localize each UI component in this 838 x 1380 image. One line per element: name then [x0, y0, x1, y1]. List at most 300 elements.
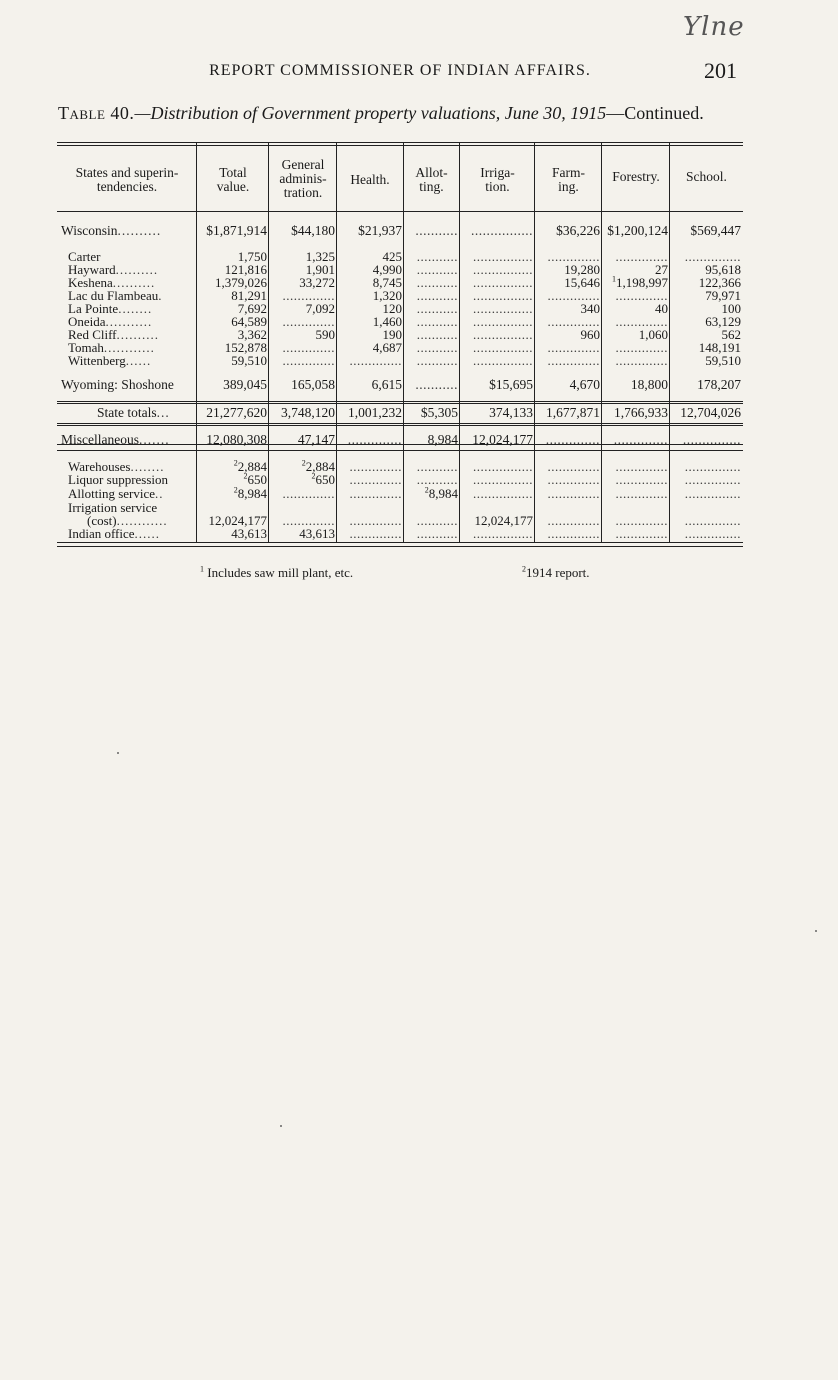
- leader-dots: ...............: [684, 526, 741, 541]
- cell-value: 165,058: [291, 377, 335, 392]
- leader-dots: ................: [473, 249, 533, 264]
- leader-dots: ...........: [416, 340, 458, 355]
- leader-dots: ................: [473, 288, 533, 303]
- footnote-2: [522, 565, 590, 581]
- cell-value: 1,460: [372, 314, 402, 329]
- cell-total: [234, 487, 267, 501]
- cell-value: 1,060: [638, 327, 668, 342]
- cell-value: 43,613: [299, 526, 335, 541]
- cell-general: [281, 406, 335, 420]
- cell-health: [372, 378, 402, 392]
- cell-forestry: [614, 406, 668, 420]
- leader-dots: ..............: [547, 288, 600, 303]
- row-name: [61, 433, 170, 447]
- cell-general: [283, 354, 336, 368]
- leader-dots: ................: [473, 275, 533, 290]
- cell-value: 12,024,177: [472, 432, 533, 447]
- leader-dots: ..............: [349, 486, 402, 501]
- table-row: [57, 527, 743, 541]
- cell-farming: [546, 433, 600, 447]
- leader-dots: ......: [134, 526, 161, 541]
- cell-farming: [548, 527, 601, 541]
- cell-value: 18,800: [630, 377, 668, 392]
- cell-value: 960: [580, 327, 600, 342]
- cell-irrigation: [473, 527, 533, 541]
- leader-dots: ........: [130, 459, 165, 474]
- leader-dots: ...........: [416, 301, 458, 316]
- header-school: School.: [686, 169, 727, 184]
- leader-dots: ...........: [416, 262, 458, 277]
- header-irrigation: Irriga- tion.: [480, 165, 515, 194]
- cell-value: 12,704,026: [680, 405, 741, 420]
- leader-dots: ...........: [416, 353, 458, 368]
- cell-total: [206, 224, 267, 238]
- cell-allotting: [415, 224, 458, 238]
- cell-farming: [548, 487, 601, 501]
- footnote-mark: 1: [200, 564, 204, 574]
- footnote-1: [200, 565, 353, 581]
- row-name-text: Liquor suppression: [68, 472, 169, 487]
- cell-value: 1,325: [305, 249, 335, 264]
- leader-dots: ..............: [545, 432, 600, 447]
- header-state: States and superin- tendencies.: [75, 165, 179, 194]
- footnote-mark: 2: [243, 471, 248, 481]
- header-general: General adminis- tration.: [279, 157, 327, 200]
- cell-forestry: [616, 527, 669, 541]
- cell-value: $5,305: [420, 405, 458, 420]
- leader-dots: ..............: [615, 486, 668, 501]
- cell-health: [348, 406, 402, 420]
- cell-value: 1,379,026: [215, 275, 267, 290]
- cell-forestry: [607, 224, 668, 238]
- cell-general: [283, 487, 336, 501]
- footnote-mark: 2: [311, 471, 316, 481]
- cell-value: 12,024,177: [474, 513, 533, 528]
- footnote-mark: 2: [424, 485, 429, 495]
- cell-value: 21,277,620: [206, 405, 267, 420]
- cell-value: 148,191: [698, 340, 741, 355]
- leader-dots: ..............: [349, 526, 402, 541]
- leader-dots: ...........: [416, 472, 458, 487]
- leader-dots: ..........: [116, 327, 160, 342]
- cell-value: 64,589: [231, 314, 267, 329]
- row-name-text: Irrigation service: [68, 500, 158, 515]
- leader-dots: ..............: [282, 314, 335, 329]
- leader-dots: ..............: [347, 432, 402, 447]
- row-name: [68, 473, 168, 487]
- leader-dots: ...............: [684, 486, 741, 501]
- handwritten-mark: Ylne: [683, 12, 745, 42]
- cell-value: $1,200,124: [607, 223, 668, 238]
- leader-dots: ...........: [416, 459, 458, 474]
- totals-rule: [57, 425, 743, 426]
- cell-school: [690, 224, 741, 238]
- cell-health: [350, 527, 403, 541]
- header-health: Health.: [350, 172, 390, 187]
- cell-value: 152,878: [224, 340, 267, 355]
- leader-dots: ...........: [416, 314, 458, 329]
- cell-value: 19,280: [564, 262, 600, 277]
- row-name-text: Indian office: [68, 526, 135, 541]
- cell-value: 3,362: [237, 327, 267, 342]
- cell-value: $44,180: [291, 223, 335, 238]
- cell-value: 40: [655, 301, 668, 316]
- cell-farming: [556, 224, 600, 238]
- table-row: [57, 473, 743, 487]
- cell-value: 27: [655, 262, 668, 277]
- row-name-text: Hayward: [68, 262, 116, 277]
- cell-forestry: [616, 473, 669, 487]
- leader-dots: ..........: [115, 262, 159, 277]
- row-name: [68, 354, 151, 368]
- cell-value: 81,291: [231, 288, 267, 303]
- row-name: [61, 378, 174, 392]
- cell-value: 2,884: [305, 459, 335, 474]
- header-bottom-rule: [57, 211, 743, 212]
- leader-dots: ...: [156, 405, 170, 420]
- row-name-text: Wyoming: Shoshone: [61, 377, 174, 392]
- cell-forestry: [616, 354, 669, 368]
- leader-dots: ........: [118, 301, 153, 316]
- cell-school: [683, 433, 741, 447]
- footnote-mark: 2: [233, 485, 238, 495]
- table-row: [57, 378, 743, 392]
- cell-value: 2,884: [237, 459, 267, 474]
- row-name-text: Keshena: [68, 275, 113, 290]
- leader-dots: ...........: [416, 327, 458, 342]
- row-name: [97, 406, 170, 420]
- header-forestry: Forestry.: [612, 169, 660, 184]
- cell-value: 59,510: [705, 353, 741, 368]
- table-row: [57, 224, 743, 238]
- cell-value: 100: [721, 301, 741, 316]
- leader-dots: ...........: [416, 526, 458, 541]
- cell-forestry: [614, 433, 668, 447]
- leader-dots: ...............: [684, 249, 741, 264]
- cell-value: 7,092: [305, 301, 335, 316]
- cell-value: 47,147: [297, 432, 335, 447]
- totals-rule: [57, 403, 743, 404]
- cell-value: 650: [247, 472, 267, 487]
- cell-value: 3,748,120: [281, 405, 335, 420]
- table-caption: [58, 103, 748, 124]
- leader-dots: ..............: [547, 340, 600, 355]
- leader-dots: ..............: [282, 513, 335, 528]
- cell-value: 33,272: [299, 275, 335, 290]
- leader-dots: ..............: [547, 353, 600, 368]
- leader-dots: ..............: [615, 513, 668, 528]
- paper-speck: [815, 930, 817, 932]
- running-head: REPORT COMMISSIONER OF INDIAN AFFAIRS.: [209, 62, 591, 79]
- leader-dots: ..........: [112, 275, 156, 290]
- cell-general: [291, 224, 335, 238]
- cell-allotting: [417, 527, 458, 541]
- cell-health: [350, 487, 403, 501]
- cell-value: $21,937: [358, 223, 402, 238]
- leader-dots: ...............: [682, 432, 741, 447]
- leader-dots: ...........: [416, 249, 458, 264]
- leader-dots: ............: [116, 513, 168, 528]
- cell-total: [231, 354, 267, 368]
- leader-dots: ...........: [416, 288, 458, 303]
- cell-total: [223, 378, 267, 392]
- leader-dots: ..............: [282, 353, 335, 368]
- cell-value: 63,129: [705, 314, 741, 329]
- table-row: [57, 433, 743, 447]
- cell-value: 4,990: [372, 262, 402, 277]
- cell-value: 1,198,997: [616, 275, 668, 290]
- paper-speck: [280, 1125, 282, 1127]
- row-name-text: (cost): [87, 513, 117, 528]
- row-name: [68, 487, 164, 501]
- leader-dots: ...............: [684, 459, 741, 474]
- cell-value: 8,984: [428, 486, 458, 501]
- cell-general: [298, 433, 335, 447]
- table-row: [57, 487, 743, 501]
- cell-irrigation: [473, 487, 533, 501]
- row-name-text: Carter: [68, 249, 101, 264]
- leader-dots: ...........: [416, 275, 458, 290]
- leader-dots: ..............: [282, 340, 335, 355]
- cell-total: [244, 473, 268, 487]
- leader-dots: ..........: [117, 223, 162, 238]
- totals-rule: [57, 401, 743, 402]
- cell-general: [312, 473, 336, 487]
- cell-value: 8,745: [372, 275, 402, 290]
- leader-dots: ................: [473, 526, 533, 541]
- cell-value: 374,133: [489, 405, 533, 420]
- leader-dots: ................: [473, 340, 533, 355]
- cell-health: [348, 433, 402, 447]
- row-name-text: Oneida: [68, 314, 106, 329]
- cell-value: 1,901: [305, 262, 335, 277]
- leader-dots: ................: [473, 327, 533, 342]
- table-top-rule: [57, 145, 743, 146]
- leader-dots: ..............: [615, 472, 668, 487]
- footnote-mark: 2: [233, 458, 238, 468]
- leader-dots: ..............: [615, 249, 668, 264]
- caption-continued: —Continued.: [606, 103, 704, 123]
- leader-dots: ................: [473, 262, 533, 277]
- cell-school: [697, 378, 741, 392]
- leader-dots: ..............: [615, 459, 668, 474]
- cell-value: 1,320: [372, 288, 402, 303]
- leader-dots: ...........: [416, 513, 458, 528]
- cell-value: 590: [315, 327, 335, 342]
- page-number: 201: [704, 58, 737, 83]
- footnote-text: 1914 report.: [526, 565, 590, 580]
- cell-forestry: [616, 487, 669, 501]
- cell-total: [206, 406, 267, 420]
- cell-health: [350, 473, 403, 487]
- leader-dots: ...............: [684, 472, 741, 487]
- cell-value: 389,045: [223, 377, 267, 392]
- cell-total: [206, 433, 267, 447]
- cell-value: 1,677,871: [546, 405, 600, 420]
- leader-dots: ................: [473, 472, 533, 487]
- row-name-text: Tomah: [68, 340, 104, 355]
- cell-allotting: [428, 433, 458, 447]
- row-name-text: Lac du Flambeau: [68, 288, 159, 303]
- cell-value: 8,984: [427, 432, 458, 447]
- row-name-text: Warehouses: [68, 459, 131, 474]
- misc-rule: [57, 450, 743, 451]
- cell-allotting: [425, 487, 458, 501]
- leader-dots: ..............: [349, 472, 402, 487]
- cell-value: 4,687: [372, 340, 402, 355]
- cell-value: 15,646: [564, 275, 600, 290]
- cell-school: [685, 487, 741, 501]
- row-name-text: Wisconsin: [61, 223, 118, 238]
- row-name-text: Wittenberg: [68, 353, 126, 368]
- leader-dots: ..............: [547, 459, 600, 474]
- cell-value: 4,670: [569, 377, 600, 392]
- leader-dots: ..............: [547, 526, 600, 541]
- leader-dots: ..............: [349, 459, 402, 474]
- cell-health: [350, 354, 403, 368]
- leader-dots: .: [158, 288, 163, 303]
- cell-value: 95,618: [705, 262, 741, 277]
- leader-dots: ..............: [615, 314, 668, 329]
- cell-farming: [548, 354, 601, 368]
- cell-allotting: [421, 406, 458, 420]
- caption-label: Table 40.: [58, 103, 135, 123]
- footnote-text: Includes saw mill plant, etc.: [207, 565, 354, 580]
- cell-general: [299, 527, 335, 541]
- cell-value: $15,695: [489, 377, 533, 392]
- cell-school: [685, 527, 741, 541]
- table-bottom-rule: [57, 546, 743, 547]
- table-top-rule: [57, 142, 743, 143]
- leader-dots: ..............: [547, 513, 600, 528]
- cell-allotting: [417, 473, 458, 487]
- leader-dots: ..: [155, 486, 164, 501]
- cell-allotting: [417, 354, 458, 368]
- cell-irrigation: [472, 433, 533, 447]
- leader-dots: ..............: [615, 353, 668, 368]
- leader-dots: ..............: [547, 472, 600, 487]
- leader-dots: ...........: [415, 223, 458, 238]
- table-row: [57, 406, 743, 420]
- cell-school: [705, 354, 741, 368]
- cell-value: 7,692: [237, 301, 267, 316]
- cell-value: 1,001,232: [348, 405, 402, 420]
- cell-value: 6,615: [371, 377, 402, 392]
- totals-rule: [57, 423, 743, 424]
- cell-value: 43,613: [231, 526, 267, 541]
- cell-value: 178,207: [697, 377, 741, 392]
- cell-farming: [548, 473, 601, 487]
- table-row: [57, 354, 743, 368]
- leader-dots: ................: [471, 223, 533, 238]
- leader-dots: .......: [138, 432, 170, 447]
- leader-dots: ..............: [615, 340, 668, 355]
- row-name-text: La Pointe: [68, 301, 119, 316]
- cell-value: 120: [382, 301, 402, 316]
- cell-value: $36,226: [556, 223, 600, 238]
- leader-dots: ............: [103, 340, 155, 355]
- cell-school: [685, 473, 741, 487]
- leader-dots: ..............: [349, 353, 402, 368]
- cell-value: 122,366: [698, 275, 741, 290]
- leader-dots: ..............: [282, 288, 335, 303]
- leader-dots: ................: [473, 486, 533, 501]
- cell-value: 121,816: [224, 262, 267, 277]
- cell-irrigation: [473, 473, 533, 487]
- cell-value: 190: [382, 327, 402, 342]
- cell-general: [291, 378, 335, 392]
- leader-dots: ...........: [415, 377, 458, 392]
- valuation-table: [57, 142, 743, 554]
- cell-value: 1,766,933: [614, 405, 668, 420]
- leader-dots: ..............: [615, 288, 668, 303]
- cell-value: 59,510: [231, 353, 267, 368]
- footnote-mark: 1: [612, 274, 616, 284]
- cell-farming: [570, 378, 600, 392]
- caption-title: —Distribution of Government property valuations, June 30, 1915: [134, 103, 607, 123]
- cell-total: [231, 527, 267, 541]
- cell-irrigation: [489, 406, 533, 420]
- cell-value: 8,984: [237, 486, 267, 501]
- leader-dots: ................: [473, 301, 533, 316]
- cell-farming: [546, 406, 600, 420]
- leader-dots: ...........: [105, 314, 153, 329]
- footnote-mark: 2: [522, 564, 526, 574]
- leader-dots: ..............: [282, 486, 335, 501]
- leader-dots: ................: [473, 314, 533, 329]
- header-total: Total value.: [216, 165, 250, 194]
- leader-dots: ......: [125, 353, 152, 368]
- leader-dots: ..............: [349, 513, 402, 528]
- cell-value: $569,447: [690, 223, 741, 238]
- leader-dots: ................: [473, 459, 533, 474]
- cell-irrigation: [489, 378, 533, 392]
- cell-allotting: [415, 378, 458, 392]
- leader-dots: ..............: [547, 249, 600, 264]
- table-bottom-rule: [57, 542, 743, 543]
- row-name-text: Allotting service: [68, 486, 156, 501]
- row-name-text: Red Cliff: [68, 327, 117, 342]
- footnote-mark: 2: [301, 458, 306, 468]
- cell-value: 650: [315, 472, 335, 487]
- row-name: [68, 527, 160, 541]
- cell-value: 12,080,308: [206, 432, 267, 447]
- leader-dots: ..............: [613, 432, 668, 447]
- cell-value: 340: [580, 301, 600, 316]
- paper-speck: [117, 752, 119, 754]
- row-name: [61, 224, 161, 238]
- cell-health: [358, 224, 402, 238]
- leader-dots: ...............: [684, 513, 741, 528]
- cell-value: 1,750: [237, 249, 267, 264]
- cell-forestry: [631, 378, 668, 392]
- cell-value: 562: [721, 327, 741, 342]
- header-farming: Farm- ing.: [552, 165, 585, 194]
- header-allotting: Allot- ting.: [415, 165, 448, 194]
- cell-value: $1,871,914: [206, 223, 267, 238]
- cell-irrigation: [471, 224, 533, 238]
- cell-value: 79,971: [705, 288, 741, 303]
- leader-dots: ..............: [547, 314, 600, 329]
- leader-dots: ..............: [547, 486, 600, 501]
- row-name-text: Miscellaneous: [61, 432, 139, 447]
- cell-value: 12,024,177: [208, 513, 267, 528]
- cell-irrigation: [473, 354, 533, 368]
- cell-value: 425: [382, 249, 402, 264]
- leader-dots: ..............: [615, 526, 668, 541]
- cell-school: [680, 406, 741, 420]
- leader-dots: ................: [473, 353, 533, 368]
